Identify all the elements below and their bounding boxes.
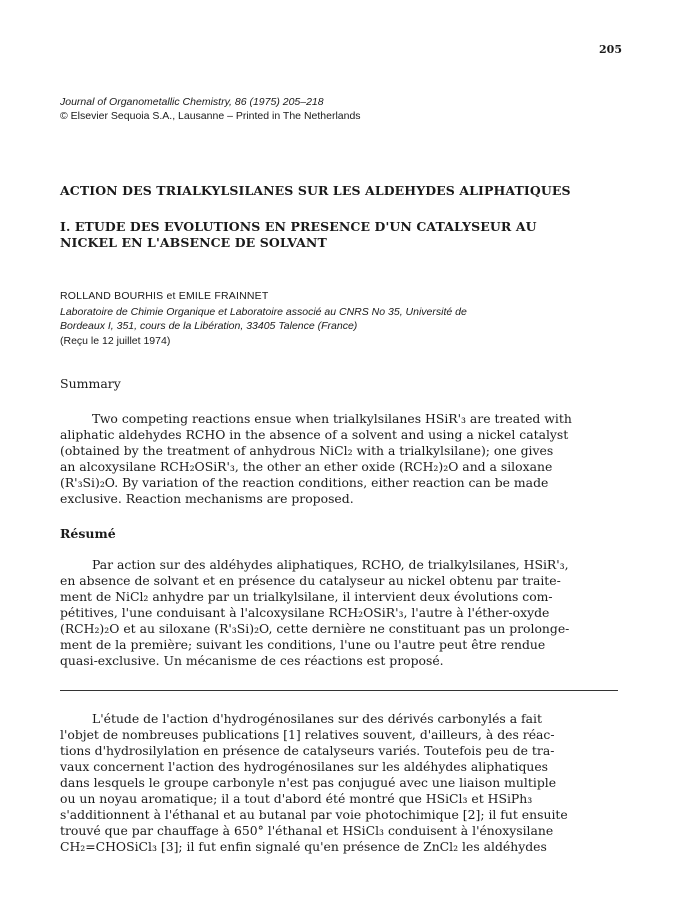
affiliation (60, 305, 620, 333)
journal-citation (60, 95, 361, 123)
body-line: L'étude de l'action d'hydrogénosilanes sur des dérivés carbonylés a fait (92, 711, 542, 726)
subtitle-line: I. ETUDE DES EVOLUTIONS EN PRESENCE D'UN CATALYSEUR AU (60, 219, 537, 234)
resume-line: pétitives, l'une conduisant à l'alcoxysilane RCH₂OSiR'₃, l'autre à l'éther-oxyde (60, 605, 550, 620)
resume-line: quasi-exclusive. Un mécanisme de ces réactions est proposé. (60, 653, 444, 668)
article-title: ACTION DES TRIALKYLSILANES SUR LES ALDEHYDES ALIPHATIQUES (60, 183, 571, 198)
subtitle-line: NICKEL EN L'ABSENCE DE SOLVANT (60, 235, 327, 250)
section-divider (60, 690, 618, 691)
summary-line: (R'₃Si)₂O. By variation of the reaction conditions, either reaction can be made (60, 475, 549, 490)
summary-line: exclusive. Reaction mechanisms are proposed. (60, 491, 354, 506)
affiliation-line: Laboratoire de Chimie Organique et Laboratoire associé au CNRS No 35, Université de (60, 306, 467, 318)
article-subtitle (60, 219, 620, 251)
body-line: s'additionnent à l'éthanal et au butanal par voie photochimique [2]; il fut ensuite (60, 807, 568, 822)
summary-line: Two competing reactions ensue when trialkylsilanes HSiR'₃ are treated with (92, 411, 572, 426)
body-line: ou un noyau aromatique; il a tout d'abord été montré que HSiCl₃ et HSiPh₃ (60, 791, 533, 806)
summary-heading: Summary (60, 376, 121, 391)
summary-line: an alcoxysilane RCH₂OSiR'₃, the other an ether oxide (RCH₂)₂O and a siloxane (60, 459, 553, 474)
resume-line: Par action sur des aldéhydes aliphatiques, RCHO, de trialkylsilanes, HSiR'₃, (92, 557, 569, 572)
resume-paragraph (60, 557, 618, 669)
affiliation-line: Bordeaux I, 351, cours de la Libération, 33405 Talence (France) (60, 320, 358, 332)
summary-line: aliphatic aldehydes RCHO in the absence of a solvent and using a nickel catalyst (60, 427, 569, 442)
resume-line: en absence de solvant et en présence du catalyseur au nickel obtenu par traite- (60, 573, 561, 588)
authors: ROLLAND BOURHIS et EMILE FRAINNET (60, 290, 269, 302)
copyright-line: © Elsevier Sequoia S.A., Lausanne – Printed in The Netherlands (60, 110, 361, 122)
summary-line: (obtained by the treatment of anhydrous NiCl₂ with a trialkylsilane); one gives (60, 443, 554, 458)
summary-paragraph (60, 411, 618, 507)
resume-heading: Résumé (60, 526, 116, 541)
body-line: tions d'hydrosilylation en présence de catalyseurs variés. Toutefois peu de tra- (60, 743, 555, 758)
body-line: vaux concernent l'action des hydrogénosilanes sur les aldéhydes aliphatiques (60, 759, 549, 774)
journal-reference: Journal of Organometallic Chemistry, 86 (1975) 205–218 (60, 96, 324, 108)
page-number: 205 (599, 43, 622, 56)
body-line: CH₂=CHOSiCl₃ [3]; il fut enfin signalé qu'en présence de ZnCl₂ les aldéhydes (60, 839, 547, 854)
body-line: dans lesquels le groupe carbonyle n'est pas conjugué avec une liaison multiple (60, 775, 557, 790)
body-line: l'objet de nombreuses publications [1] relatives souvent, d'ailleurs, à des réac- (60, 727, 555, 742)
body-line: trouvé que par chauffage à 650° l'éthanal et HSiCl₃ conduisent à l'énoxysilane (60, 823, 554, 838)
resume-line: ment de la première; suivant les conditions, l'une ou l'autre peut être rendue (60, 637, 546, 652)
resume-line: (RCH₂)₂O et au siloxane (R'₃Si)₂O, cette dernière ne constituant pas un prolonge- (60, 621, 570, 636)
resume-line: ment de NiCl₂ anhydre par un trialkylsilane, il intervient deux évolutions com- (60, 589, 553, 604)
received-date: (Reçu le 12 juillet 1974) (60, 335, 171, 347)
body-paragraph (60, 711, 618, 855)
